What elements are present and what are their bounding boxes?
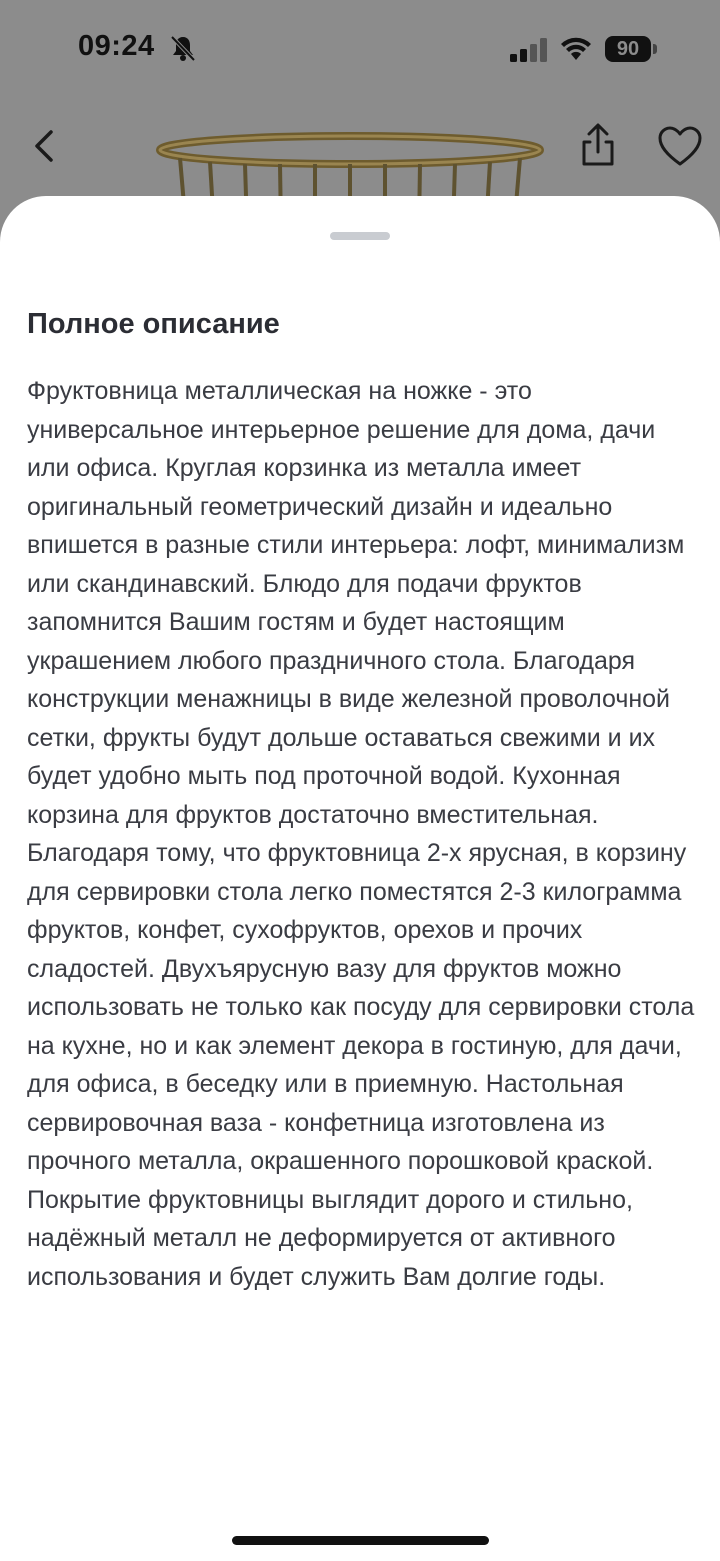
sheet-title: Полное описание (27, 308, 280, 340)
bell-muted-icon (170, 34, 196, 62)
battery-icon: 90 (605, 36, 651, 62)
battery-tip (653, 44, 657, 54)
status-bar (0, 0, 720, 100)
wifi-icon (560, 36, 592, 62)
share-icon (584, 125, 612, 164)
signal-icon (510, 38, 548, 62)
favorite-button[interactable] (656, 124, 704, 168)
description-sheet (0, 196, 720, 1561)
home-indicator[interactable] (232, 1536, 489, 1545)
heart-icon (660, 128, 700, 164)
share-button[interactable] (576, 122, 620, 170)
back-button[interactable] (24, 124, 68, 168)
chevron-left-icon (37, 132, 51, 160)
full-description-text: Фруктовница металлическая на ножке - это универсальное интерьерное решение для дома, дачи или офиса. Круглая корзинка из металла имеет оригинальный геометрический дизайн и идеально впишется в разные стили интерьера: лофт, минимализм или скандинавский. Блюдо для подачи фруктов запомнится Вашим гостям и будет настоящим украшением любого праздничного стола. Благодаря конструкции менажницы в виде железной проволочной сетки, фрукты будут дольше оставаться свежими и их будет удобно мыть под проточной водой. Кухонная корзина для фруктов достаточно вместительная. Благодаря тому, что фруктовница 2-х ярусная, в корзину для сервировки стола легко поместятся 2-3 килограмма фруктов, конфет, сухофруктов, орехов и прочих сладостей. Двухъярусную вазу для фруктов можно использовать не только как посуду для сервировки стола на кухне, но и как элемент декора в гостиную, для дачи, для офиса, в беседку или в приемную. Настольная сервировочная ваза - конфетница изготовлена из прочного металла, окрашенного порошковой краской. Покрытие фруктовницы выглядит дорого и стильно, надёжный металл не деформируется от активного использования и будет служить Вам долгие годы. (27, 377, 695, 1291)
status-time: 09:24 (78, 30, 155, 62)
sheet-grabber[interactable] (330, 232, 390, 240)
